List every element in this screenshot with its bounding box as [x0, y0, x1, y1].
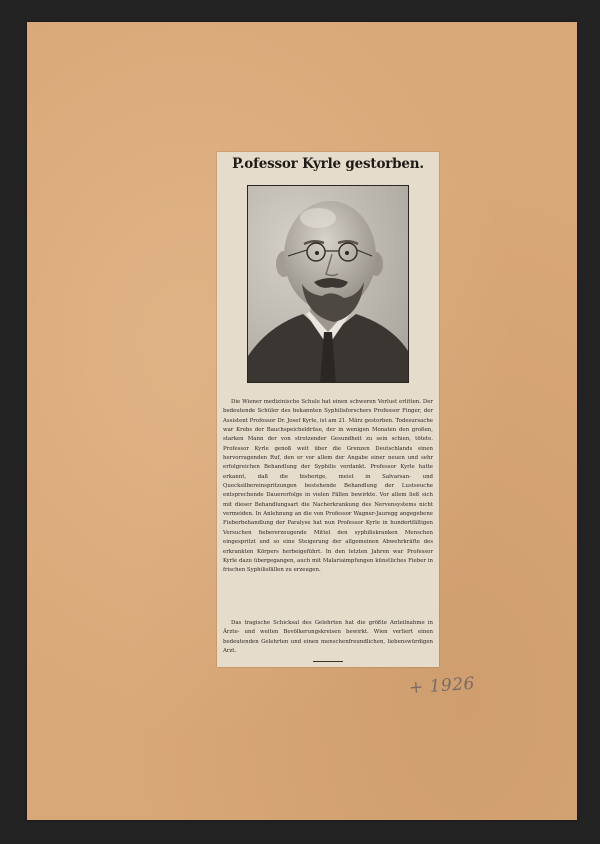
portrait-photo	[247, 185, 409, 383]
clipping-headline: P.ofessor Kyrle gestorben.	[232, 156, 424, 172]
article-paragraph-2: Das tragische Schicksal des Gelehrten hat die größte Anteilnahme in Ärzte- und weiten Bevölkerungskreisen bewirkt. Wien verliert einen bedeutenden Gelehrten und einen menschenfreundlichen, liebenswürdigen Arzt.	[223, 620, 433, 655]
article-paragraph-1: Die Wiener medizinische Schule hat einen schweren Verlust erlitten. Der bedeutende Schüler des bekannten Syphilisforschers Professor Finger, der Assistent Professor Dr. Josef Kyrle, ist am 21. März gestorben. Todesursache war Krebs der Bauchspeicheldrüse, der in wenigen Monaten den großen, starken Mann der von strotzender Gesundheit zu sein schien, tötete. Professor Kyrle genoß weit über die Grenzen Deutschlands einen hervorragenden Ruf, den er vor allem der Angabe einer neuen und sehr erfolgreichen Behandlung der Syphilis verdankt. Professor Kyrle hatte erkannt, daß die bisherige, meist in Salvarsan- und Quecksilbereinspritzungen bestehende Behandlung der Lustseuche entsprechende Dauererfolge in vielen Fällen bewirkte. Vor allem ließ sich mit dieser Behandlungsart die Nacherkrankung des Nervensystems nicht vermeiden. In Anlehnung an die von Professor Wagner-Jauregg angegebene Fieberbehandlung der Paralyse hat nun Professor Kyrle in hundertfältigen Versuchen fiebererzeugende Mittel den syphiliskranken Menschen eingespritzt und so eine Steigerung der allgemeinen Abwehrkräfte des erkrankten Körpers herbeigeführt. In den letzten Jahren war Professor Kyrle dazu übergegangen, auch mit Malariaimpfungen künstliches Fieber in frischen Syphilisfällen zu erzeugen.	[223, 399, 433, 574]
handwritten-date-annotation: + 1926	[408, 673, 476, 699]
newspaper-clipping	[217, 152, 439, 667]
mounting-board	[27, 22, 577, 820]
portrait-image	[248, 186, 409, 383]
closing-rule	[313, 661, 343, 662]
